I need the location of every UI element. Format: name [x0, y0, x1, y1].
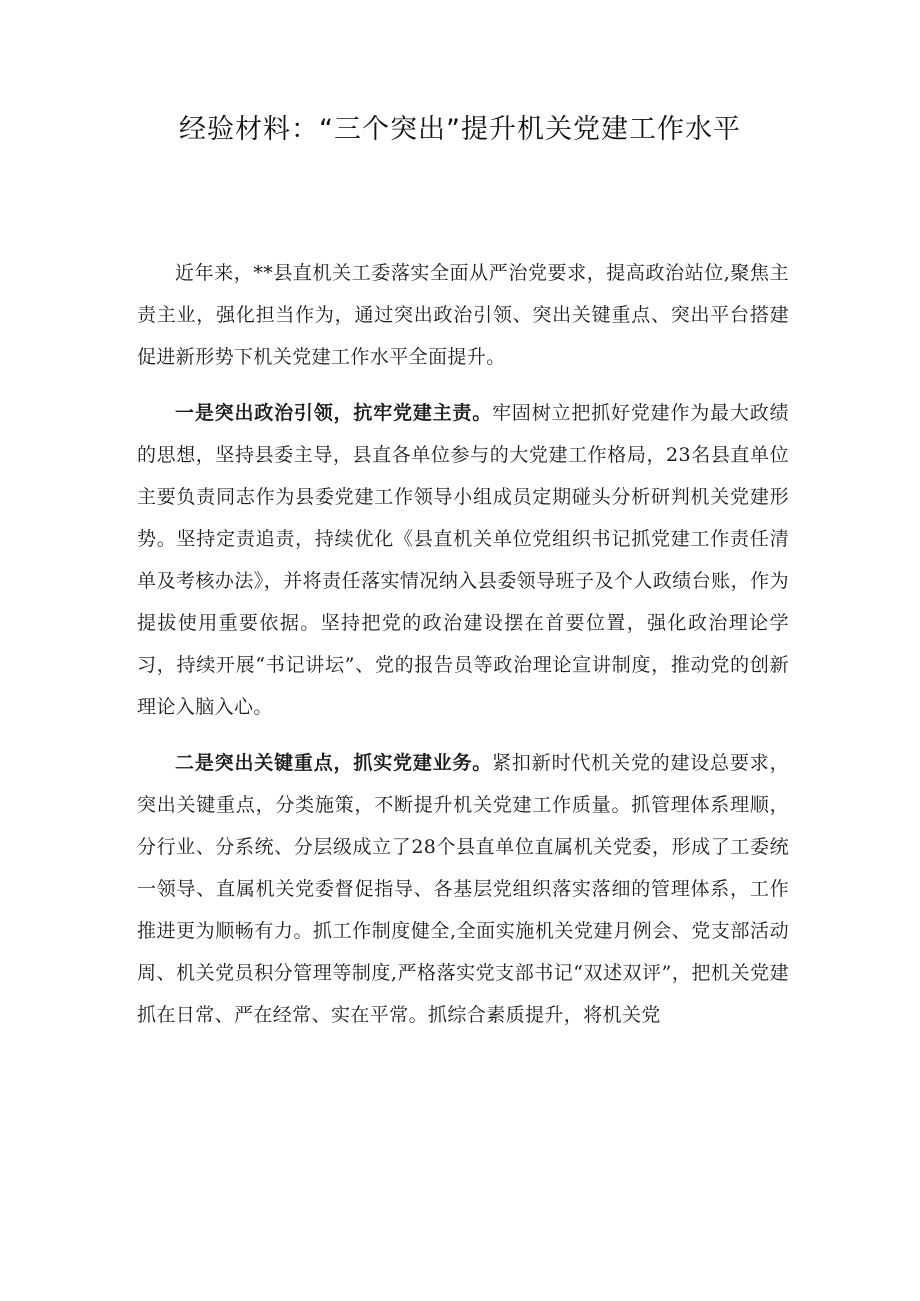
document-body — [137, 252, 789, 1036]
paragraph-lead: 二是突出关键重点，抓实党建业务。 — [175, 752, 493, 774]
paragraph-text: 牢固树立把抓好党建作为最大政绩的思想，坚持县委主导，县直各单位参与的大党建工作格局，23名县直单位主要负责同志作为县委党建工作领导小组成员定期碰头分析研判机关党建形势。坚持定责追责，持续优化《县直机关单位党组织书记抓党建工作责任清单及考核办法》，并将责任落实情况纳入县委领导班子及个人政绩台账，作为提拔使用重要依据。坚持把党的政治建设摆在首要位置，强化政治理论学习，持续开展“书记讲坛”、党的报告员等政治理论宣讲制度，推动党的创新理论入脑入心。 — [137, 402, 789, 718]
document-title: 经验材料：“三个突出”提升机关党建工作水平 — [179, 114, 741, 145]
paragraph-text: 近年来，**县直机关工委落实全面从严治党要求，提高政治站位,聚焦主责主业，强化担当作为，通过突出政治引领、突出关键重点、突出平台搭建促进新形势下机关党建工作水平全面提升。 — [137, 262, 789, 368]
paragraph-key-priorities — [137, 742, 789, 1036]
paragraph-text: 紧扣新时代机关党的建设总要求，突出关键重点，分类施策，不断提升机关党建工作质量。抓管理体系理顺，分行业、分系统、分层级成立了28个县直单位直属机关党委，形成了工委统一领导、直属机关党委督促指导、各基层党组织落实落细的管理体系，工作推进更为顺畅有力。抓工作制度健全,全面实施机关党建月例会、党支部活动周、机关党员积分管理等制度,严格落实党支部书记“双述双评”，把机关党建抓在日常、严在经常、实在平常。抓综合素质提升，将机关党 — [137, 752, 789, 1026]
paragraph-political-leadership — [137, 392, 789, 728]
paragraph-intro — [137, 252, 789, 378]
paragraph-lead: 一是突出政治引领，抗牢党建主责。 — [175, 402, 493, 424]
